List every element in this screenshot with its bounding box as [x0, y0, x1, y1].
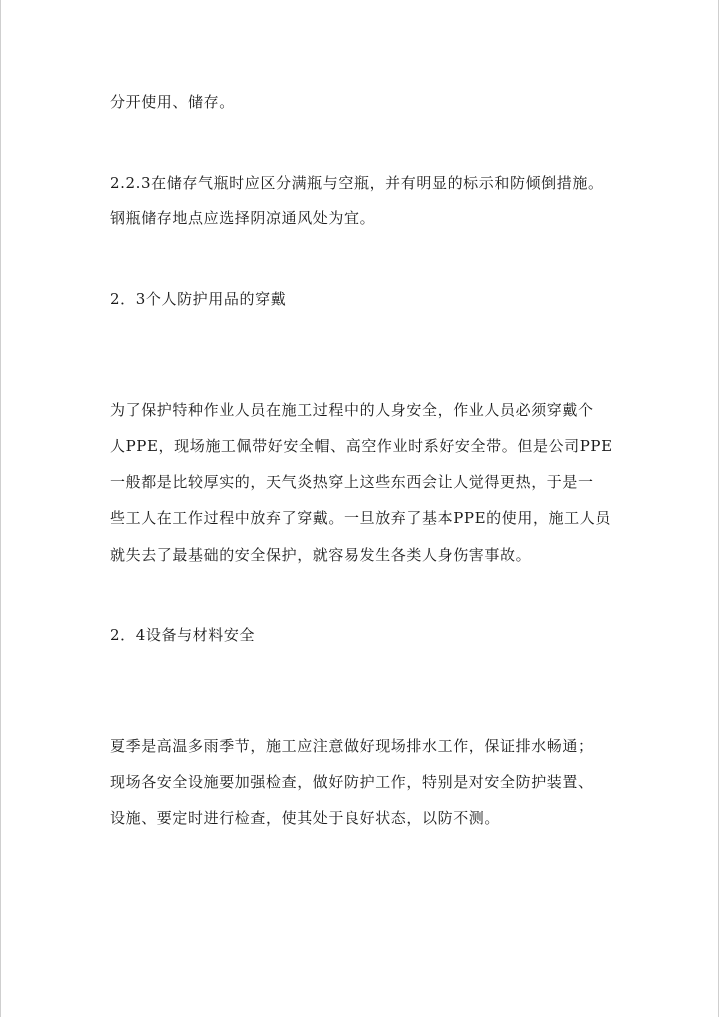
- text-line: 就失去了最基础的安全保护，就容易发生各类人身伤害事故。: [110, 546, 532, 564]
- text-line: 一般都是比较厚实的，天气炎热穿上这些东西会让人觉得更热，于是一: [110, 473, 594, 491]
- text-line: 钢瓶储存地点应选择阴凉通风处为宜。: [110, 209, 376, 227]
- text-line: 人PPE，现场施工佩带好安全帽、高空作业时系好安全带。但是公司PPE: [110, 437, 613, 455]
- text-line: 分开使用、储存。: [110, 93, 235, 111]
- text-line: 2.2.3在储存气瓶时应区分满瓶与空瓶，并有明显的标示和防倾倒措施。: [110, 174, 604, 192]
- text-line: 现场各安全设施要加强检查，做好防护工作，特别是对安全防护装置、: [110, 773, 594, 791]
- text-line: 设施、要定时进行检查，使其处于良好状态，以防不测。: [110, 809, 501, 827]
- section-heading: 2．4设备与材料安全: [110, 626, 256, 644]
- text-line: 夏季是高温多雨季节，施工应注意做好现场排水工作，保证排水畅通；: [110, 737, 594, 755]
- section-heading: 2．3个人防护用品的穿戴: [110, 290, 287, 308]
- text-line: 为了保护特种作业人员在施工过程中的人身安全，作业人员必须穿戴个: [110, 401, 594, 419]
- text-line: 些工人在工作过程中放弃了穿戴。一旦放弃了基本PPE的使用，施工人员: [110, 509, 611, 527]
